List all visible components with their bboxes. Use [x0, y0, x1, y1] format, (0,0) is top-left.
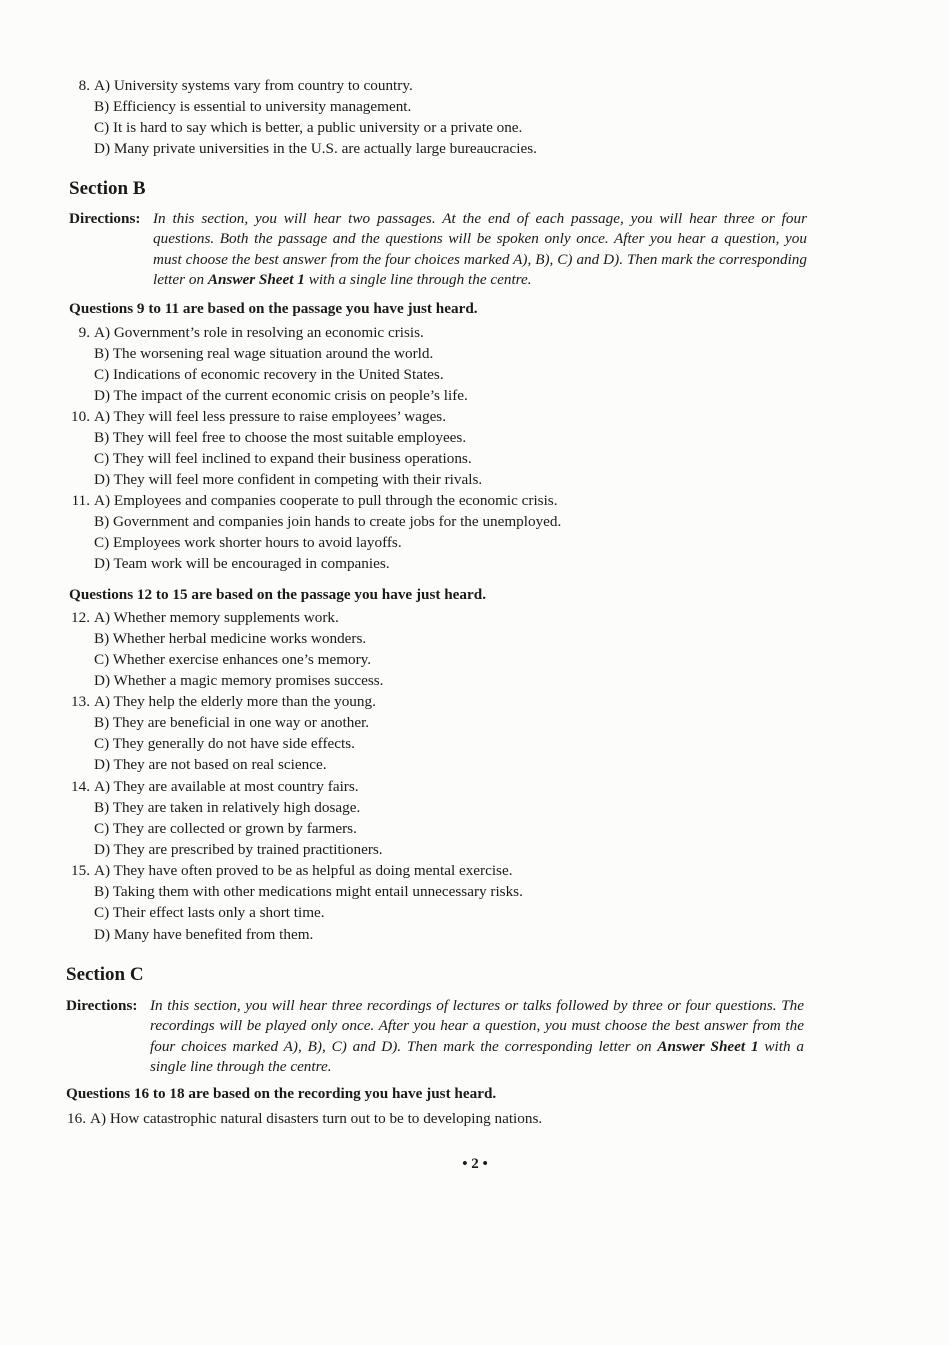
directions-text: [150, 996, 804, 1077]
question-number: 12.: [71, 609, 90, 626]
question-number: 15.: [71, 862, 90, 879]
option-a: A) They have often proved to be as helpful as doing mental exercise.: [94, 862, 513, 879]
directions-body: In this section, you will hear two passages. At the end of each passage, you will hear three or four questions. Both the passage and the questions will be spoken only once. After you hear a question, you must choose the best answer from the four choices marked A), B), C) and D). Then mark the corresponding letter on: [153, 210, 807, 288]
option-c: C) Indications of economic recovery in the United States.: [94, 366, 444, 383]
option-a: A) Whether memory supplements work.: [94, 609, 339, 626]
option-d: D) The impact of the current economic crisis on people’s life.: [94, 387, 468, 404]
question-group-heading: Questions 12 to 15 are based on the passage you have just heard.: [69, 586, 486, 603]
option-a: A) They are available at most country fairs.: [94, 778, 359, 795]
option-d: D) Whether a magic memory promises success.: [94, 672, 384, 689]
option-d: D) They are not based on real science.: [94, 756, 327, 773]
directions-label: Directions:: [69, 210, 141, 227]
option-c: C) They generally do not have side effects.: [94, 735, 355, 752]
directions-text: [153, 209, 807, 290]
option-d: D) They are prescribed by trained practitioners.: [94, 841, 383, 858]
option-b: B) Taking them with other medications might entail unnecessary risks.: [94, 883, 523, 900]
option-d: D) Team work will be encouraged in companies.: [94, 555, 390, 572]
question-number: 13.: [71, 693, 90, 710]
option-a: A) University systems vary from country to country.: [94, 77, 413, 94]
option-a: A) Government’s role in resolving an economic crisis.: [94, 324, 424, 341]
question-number: 10.: [71, 408, 90, 425]
question-group-heading: Questions 9 to 11 are based on the passage you have just heard.: [69, 300, 478, 317]
option-b: B) They will feel free to choose the most suitable employees.: [94, 429, 467, 446]
option-c: C) They will feel inclined to expand their business operations.: [94, 450, 472, 467]
question-number: 14.: [71, 778, 90, 795]
option-c: C) It is hard to say which is better, a public university or a private one.: [94, 119, 523, 136]
section-title: Section B: [69, 178, 146, 199]
option-b: B) Efficiency is essential to university management.: [94, 98, 412, 115]
directions-label: Directions:: [66, 997, 138, 1014]
question-number: 11.: [71, 492, 90, 509]
section-title: Section C: [66, 964, 144, 985]
option-d: D) Many have benefited from them.: [94, 926, 314, 943]
directions-tail: with a single line through the centre.: [150, 1037, 805, 1075]
answer-sheet-ref: Answer Sheet 1: [657, 1037, 759, 1055]
question-number: 8.: [78, 77, 90, 94]
option-a: A) They will feel less pressure to raise employees’ wages.: [94, 408, 447, 425]
option-b: B) They are beneficial in one way or another.: [94, 714, 370, 731]
page-number: • 2 •: [462, 1156, 488, 1172]
option-a: A) Employees and companies cooperate to pull through the economic crisis.: [94, 492, 558, 509]
question-number: 16.: [67, 1110, 86, 1127]
question-group-heading: Questions 16 to 18 are based on the recording you have just heard.: [66, 1085, 497, 1102]
option-d: D) Many private universities in the U.S. are actually large bureaucracies.: [94, 140, 537, 157]
option-c: C) Whether exercise enhances one’s memory.: [94, 651, 372, 668]
option-c: C) They are collected or grown by farmers.: [94, 820, 357, 837]
answer-sheet-ref: Answer Sheet 1: [207, 270, 305, 288]
option-b: B) Government and companies join hands to create jobs for the unemployed.: [94, 513, 562, 530]
option-a: A) They help the elderly more than the young.: [94, 693, 376, 710]
option-d: D) They will feel more confident in competing with their rivals.: [94, 471, 483, 488]
directions-tail: with a single line through the centre.: [304, 270, 532, 288]
option-c: C) Employees work shorter hours to avoid layoffs.: [94, 534, 402, 551]
directions-body: In this section, you will hear three recordings of lectures or talks followed by three or four questions. The recordings will be played only once. After you hear a question, you must choose the best answer from the four choices marked A), B), C) and D). Then mark the corresponding letter on: [150, 997, 804, 1055]
option-b: B) Whether herbal medicine works wonders.: [94, 630, 367, 647]
option-b: B) They are taken in relatively high dosage.: [94, 799, 361, 816]
option-a: A) How catastrophic natural disasters turn out to be to developing nations.: [90, 1110, 543, 1127]
question-number: 9.: [78, 324, 90, 341]
option-b: B) The worsening real wage situation around the world.: [94, 345, 434, 362]
option-c: C) Their effect lasts only a short time.: [94, 904, 325, 921]
